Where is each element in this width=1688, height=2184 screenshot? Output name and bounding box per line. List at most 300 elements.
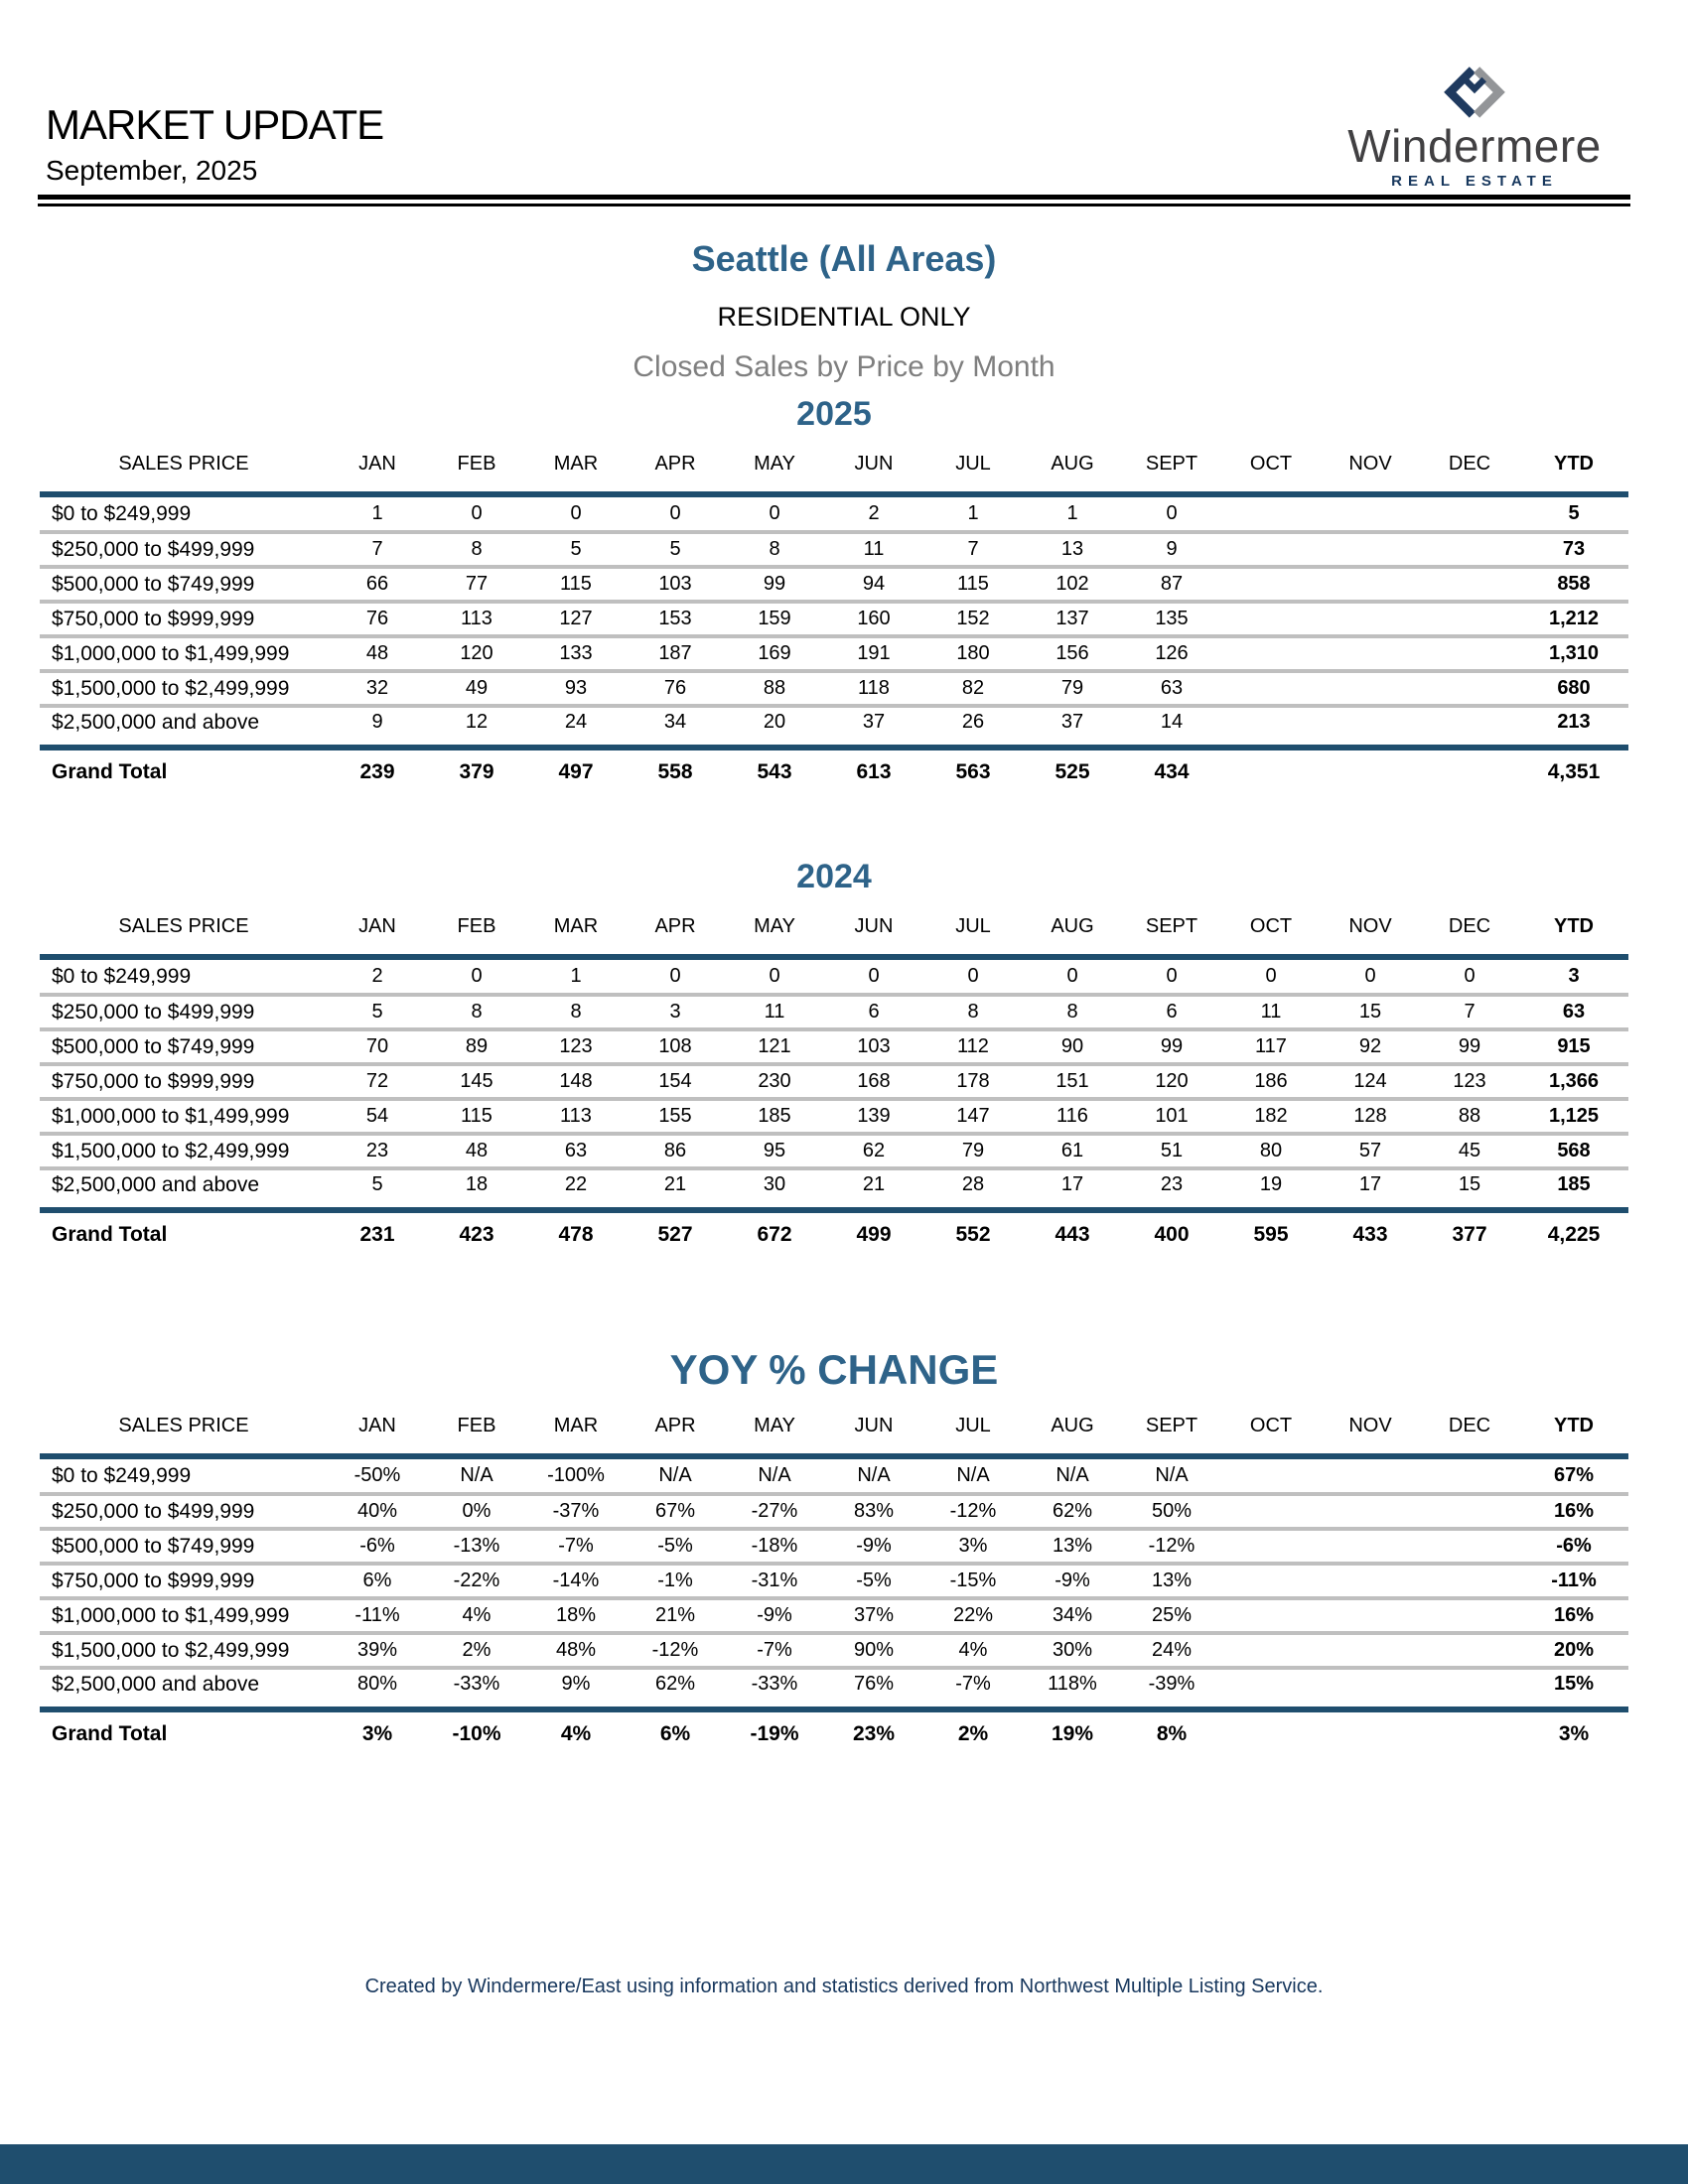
- column-header: YTD: [1519, 1410, 1628, 1449]
- sales-price-column-header: SALES PRICE: [40, 448, 328, 487]
- month-value: 115: [427, 1099, 526, 1134]
- price-range-label: $500,000 to $749,999: [40, 567, 328, 602]
- price-range-row: [40, 1529, 1628, 1564]
- month-value: 113: [427, 602, 526, 636]
- price-range-row: [40, 532, 1628, 567]
- month-value: [1321, 751, 1420, 794]
- ytd-value: 4,225: [1547, 1223, 1601, 1246]
- month-value: 123: [1420, 1064, 1519, 1099]
- brand-tagline: REAL ESTATE: [1391, 173, 1558, 190]
- price-range-label: $250,000 to $499,999: [40, 1494, 328, 1529]
- month-value: [1420, 1598, 1519, 1633]
- month-value: 168: [824, 1064, 923, 1099]
- month-value: 48: [328, 636, 427, 671]
- month-value: N/A: [427, 1459, 526, 1494]
- month-value: 128: [1321, 1099, 1420, 1134]
- month-value: 113: [526, 1099, 626, 1134]
- month-value: 6%: [328, 1564, 427, 1598]
- page-title: MARKET UPDATE: [46, 101, 384, 148]
- price-range-row: [40, 1598, 1628, 1633]
- price-range-label: $250,000 to $499,999: [40, 532, 328, 567]
- month-value: 185: [725, 1099, 824, 1134]
- month-value: 0: [1221, 960, 1321, 995]
- sales-price-column-header: SALES PRICE: [40, 1410, 328, 1449]
- price-range-row: [40, 995, 1628, 1029]
- month-value: -12%: [626, 1633, 725, 1668]
- month-value: -39%: [1148, 1673, 1196, 1696]
- month-value: 90: [1023, 1029, 1122, 1064]
- month-value: 120: [427, 636, 526, 671]
- month-value: 5: [526, 532, 626, 567]
- divider-bar-fill: [40, 487, 1628, 497]
- month-value: N/A: [1023, 1459, 1122, 1494]
- month-value: 8: [725, 532, 824, 567]
- month-value: 231: [359, 1223, 395, 1246]
- sales-table-section-2024: [40, 858, 1628, 1257]
- month-value: 672: [757, 1223, 792, 1246]
- column-header: MAY: [725, 910, 824, 950]
- ytd-value: -6%: [1519, 1529, 1628, 1564]
- column-header: JUN: [824, 1410, 923, 1449]
- month-value: [1420, 706, 1519, 741]
- ytd-value: 1,212: [1519, 602, 1628, 636]
- month-value: 152: [923, 602, 1023, 636]
- divider-bar-fill: [40, 1203, 1628, 1213]
- month-value: 34: [663, 711, 687, 734]
- month-value: -5%: [824, 1564, 923, 1598]
- month-value: 92: [1321, 1029, 1420, 1064]
- month-value: [1321, 1712, 1420, 1756]
- month-value: 0: [1122, 960, 1221, 995]
- month-value: 93: [526, 671, 626, 706]
- month-value: [1420, 497, 1519, 532]
- month-value: 139: [824, 1099, 923, 1134]
- ytd-value: 16%: [1519, 1598, 1628, 1633]
- column-header: APR: [626, 910, 725, 950]
- month-value: -100%: [526, 1459, 626, 1494]
- price-range-label: $1,000,000 to $1,499,999: [40, 1598, 328, 1633]
- month-value: 7: [328, 532, 427, 567]
- price-range-row: [40, 1168, 1628, 1203]
- month-value: 0: [923, 960, 1023, 995]
- price-range-row: [40, 1633, 1628, 1668]
- month-value: [1420, 671, 1519, 706]
- month-value: 5: [371, 1173, 383, 1196]
- month-value: 17: [1060, 1173, 1084, 1196]
- month-value: 37%: [824, 1598, 923, 1633]
- ytd-value: -11%: [1519, 1564, 1628, 1598]
- month-value: [1221, 497, 1321, 532]
- month-value: 18: [465, 1173, 489, 1196]
- divider-bar: [40, 487, 1628, 497]
- ytd-value: 63: [1519, 995, 1628, 1029]
- price-range-label: $0 to $249,999: [40, 1459, 328, 1494]
- month-value: 5: [328, 995, 427, 1029]
- month-value: N/A: [923, 1459, 1023, 1494]
- month-value: 8: [526, 995, 626, 1029]
- month-value: 434: [1154, 760, 1190, 783]
- column-header: MAY: [725, 1410, 824, 1449]
- column-header: MAR: [526, 1410, 626, 1449]
- masthead: [46, 101, 383, 187]
- month-value: -10%: [452, 1722, 501, 1745]
- report-date: September, 2025: [46, 155, 258, 186]
- month-value: [1221, 636, 1321, 671]
- month-value: [1321, 1529, 1420, 1564]
- month-value: 8%: [1156, 1722, 1188, 1745]
- month-value: [1221, 567, 1321, 602]
- month-value: 116: [1023, 1099, 1122, 1134]
- month-value: 525: [1055, 760, 1090, 783]
- month-value: 156: [1023, 636, 1122, 671]
- month-value: 63: [526, 1134, 626, 1168]
- month-value: 51: [1122, 1134, 1221, 1168]
- price-range-label: $1,500,000 to $2,499,999: [40, 671, 328, 706]
- month-value: -9%: [1023, 1564, 1122, 1598]
- month-value: 28: [961, 1173, 985, 1196]
- month-value: [1221, 1598, 1321, 1633]
- month-value: 145: [427, 1064, 526, 1099]
- windermere-logo-mark-icon: [1321, 66, 1628, 123]
- ytd-value: 1,310: [1519, 636, 1628, 671]
- column-header: NOV: [1321, 1410, 1420, 1449]
- month-value: 118: [824, 671, 923, 706]
- month-value: 3%: [361, 1722, 393, 1745]
- month-value: 76%: [853, 1673, 895, 1696]
- month-value: [1221, 602, 1321, 636]
- divider-bar-fill: [40, 1703, 1628, 1712]
- month-value: [1321, 1668, 1420, 1703]
- table-title: 2025: [796, 395, 872, 433]
- month-value: 89: [427, 1029, 526, 1064]
- month-value: [1221, 706, 1321, 741]
- ytd-value: 915: [1519, 1029, 1628, 1064]
- month-value: 80: [1221, 1134, 1321, 1168]
- grand-total-label: Grand Total: [52, 760, 168, 783]
- column-header: FEB: [427, 1410, 526, 1449]
- price-range-row: [40, 1494, 1628, 1529]
- month-value: 127: [526, 602, 626, 636]
- price-range-label: $250,000 to $499,999: [40, 995, 328, 1029]
- month-value: 13: [1023, 532, 1122, 567]
- month-value: -31%: [725, 1564, 824, 1598]
- month-value: 558: [657, 760, 693, 783]
- grand-total-row: [40, 1712, 1628, 1756]
- closed-sales-table-2025: [40, 448, 1628, 794]
- month-value: 57: [1321, 1134, 1420, 1168]
- table-title: 2024: [796, 858, 872, 895]
- month-value: 9: [371, 711, 383, 734]
- month-value: 14: [1160, 711, 1184, 734]
- month-value: 101: [1122, 1099, 1221, 1134]
- month-value: 478: [558, 1223, 594, 1246]
- divider-bar: [40, 1449, 1628, 1459]
- price-range-label: $0 to $249,999: [40, 960, 328, 995]
- month-value: 62%: [1023, 1494, 1122, 1529]
- month-value: 26: [961, 711, 985, 734]
- month-value: 135: [1122, 602, 1221, 636]
- month-value: 19: [1259, 1173, 1283, 1196]
- month-value: 0: [427, 497, 526, 532]
- column-header: OCT: [1221, 448, 1321, 487]
- month-value: 21%: [626, 1598, 725, 1633]
- month-value: 102: [1023, 567, 1122, 602]
- month-value: [1221, 532, 1321, 567]
- ytd-value: 15%: [1553, 1673, 1595, 1696]
- month-value: 155: [626, 1099, 725, 1134]
- month-value: 7: [923, 532, 1023, 567]
- month-value: [1420, 1459, 1519, 1494]
- month-value: 11: [824, 532, 923, 567]
- column-header: YTD: [1519, 448, 1628, 487]
- month-value: 153: [626, 602, 725, 636]
- month-value: 34%: [1023, 1598, 1122, 1633]
- column-header: AUG: [1023, 910, 1122, 950]
- month-value: 62%: [654, 1673, 696, 1696]
- divider-bar-fill: [40, 950, 1628, 960]
- month-value: 76: [626, 671, 725, 706]
- month-value: 88: [725, 671, 824, 706]
- month-value: 126: [1122, 636, 1221, 671]
- column-header: JAN: [328, 448, 427, 487]
- month-value: 95: [725, 1134, 824, 1168]
- month-value: 39%: [328, 1633, 427, 1668]
- month-value: 433: [1352, 1223, 1388, 1246]
- column-header: NOV: [1321, 910, 1420, 950]
- ytd-value: 568: [1519, 1134, 1628, 1168]
- month-value: 5: [626, 532, 725, 567]
- ytd-value: 680: [1519, 671, 1628, 706]
- month-value: 108: [626, 1029, 725, 1064]
- price-range-row: [40, 1064, 1628, 1099]
- column-header: JAN: [328, 910, 427, 950]
- price-range-label: $750,000 to $999,999: [40, 1564, 328, 1598]
- column-header: SEPT: [1122, 1410, 1221, 1449]
- month-value: -50%: [328, 1459, 427, 1494]
- month-value: 3%: [923, 1529, 1023, 1564]
- month-value: -18%: [725, 1529, 824, 1564]
- column-header: NOV: [1321, 448, 1420, 487]
- month-value: 48: [427, 1134, 526, 1168]
- column-header: FEB: [427, 910, 526, 950]
- month-value: -22%: [427, 1564, 526, 1598]
- header-divider: [38, 195, 1630, 206]
- month-value: -12%: [923, 1494, 1023, 1529]
- month-value: 62: [824, 1134, 923, 1168]
- month-value: 154: [626, 1064, 725, 1099]
- price-range-label: $750,000 to $999,999: [40, 1064, 328, 1099]
- month-value: 187: [626, 636, 725, 671]
- month-value: 49: [427, 671, 526, 706]
- column-header: JUL: [923, 1410, 1023, 1449]
- month-value: 23: [1160, 1173, 1184, 1196]
- month-value: 8: [923, 995, 1023, 1029]
- column-header: APR: [626, 448, 725, 487]
- column-header: JAN: [328, 1410, 427, 1449]
- month-value: 54: [328, 1099, 427, 1134]
- month-value: -1%: [626, 1564, 725, 1598]
- month-value: 21: [862, 1173, 886, 1196]
- price-range-row: [40, 1459, 1628, 1494]
- month-value: 1: [923, 497, 1023, 532]
- footer-attribution: Created by Windermere/East using information and statistics derived from Northwest Multiple Listing Service.: [364, 1976, 1324, 1997]
- month-value: -15%: [923, 1564, 1023, 1598]
- divider-bar: [40, 950, 1628, 960]
- month-value: [1420, 1668, 1519, 1703]
- column-header: JUN: [824, 910, 923, 950]
- month-value: [1221, 1564, 1321, 1598]
- month-value: 159: [725, 602, 824, 636]
- month-value: 99: [1420, 1029, 1519, 1064]
- column-header: OCT: [1221, 910, 1321, 950]
- column-header: APR: [626, 1410, 725, 1449]
- month-value: [1420, 602, 1519, 636]
- price-range-label: $500,000 to $749,999: [40, 1029, 328, 1064]
- month-value: 86: [626, 1134, 725, 1168]
- month-value: 76: [328, 602, 427, 636]
- month-value: [1221, 1494, 1321, 1529]
- month-value: 24%: [1122, 1633, 1221, 1668]
- windermere-logo: [1321, 66, 1628, 190]
- month-value: 6%: [659, 1722, 691, 1745]
- property-type-label: RESIDENTIAL ONLY: [717, 302, 971, 332]
- column-header: FEB: [427, 448, 526, 487]
- month-value: 88: [1420, 1099, 1519, 1134]
- month-value: [1321, 1564, 1420, 1598]
- month-value: 0: [427, 960, 526, 995]
- month-value: 613: [856, 760, 892, 783]
- closed-sales-table-2024: [40, 910, 1628, 1257]
- document-titles: [0, 238, 1688, 384]
- month-value: 79: [1023, 671, 1122, 706]
- month-value: 4%: [427, 1598, 526, 1633]
- report-name: Closed Sales by Price by Month: [633, 350, 1055, 383]
- month-value: 230: [725, 1064, 824, 1099]
- month-value: 99: [1122, 1029, 1221, 1064]
- month-value: 0: [1023, 960, 1122, 995]
- month-value: 0: [824, 960, 923, 995]
- month-value: 552: [955, 1223, 991, 1246]
- month-value: 79: [923, 1134, 1023, 1168]
- month-value: 112: [923, 1029, 1023, 1064]
- month-value: 63: [1122, 671, 1221, 706]
- month-value: 0: [626, 960, 725, 995]
- month-value: 120: [1122, 1064, 1221, 1099]
- month-value: 18%: [526, 1598, 626, 1633]
- month-value: 77: [427, 567, 526, 602]
- month-value: 22%: [923, 1598, 1023, 1633]
- month-value: 0%: [427, 1494, 526, 1529]
- yoy-change-section: [40, 1346, 1628, 1756]
- month-value: 151: [1023, 1064, 1122, 1099]
- ytd-value: 67%: [1519, 1459, 1628, 1494]
- price-range-label: $500,000 to $749,999: [40, 1529, 328, 1564]
- month-value: 117: [1221, 1029, 1321, 1064]
- month-value: 1: [526, 960, 626, 995]
- grand-total-label: Grand Total: [52, 1722, 168, 1745]
- price-range-row: [40, 1668, 1628, 1703]
- month-value: N/A: [1122, 1459, 1221, 1494]
- month-value: 3: [626, 995, 725, 1029]
- month-value: 2: [824, 497, 923, 532]
- month-value: [1221, 1459, 1321, 1494]
- month-value: [1321, 1494, 1420, 1529]
- month-value: 80%: [356, 1673, 398, 1696]
- price-range-label: $1,000,000 to $1,499,999: [40, 636, 328, 671]
- ytd-value: 1,125: [1519, 1099, 1628, 1134]
- ytd-value: 16%: [1519, 1494, 1628, 1529]
- sales-price-column-header: SALES PRICE: [40, 910, 328, 950]
- month-value: 20: [763, 711, 786, 734]
- month-value: 379: [459, 760, 494, 783]
- month-value: 9%: [561, 1673, 591, 1696]
- month-value: 103: [626, 567, 725, 602]
- column-header: AUG: [1023, 1410, 1122, 1449]
- month-value: 4%: [923, 1633, 1023, 1668]
- column-header: SEPT: [1122, 910, 1221, 950]
- month-value: 160: [824, 602, 923, 636]
- month-value: 423: [459, 1223, 494, 1246]
- month-value: 0: [1420, 960, 1519, 995]
- yoy-percent-change-table: [40, 1410, 1628, 1756]
- month-value: 99: [725, 567, 824, 602]
- month-value: [1321, 706, 1420, 741]
- month-value: 169: [725, 636, 824, 671]
- month-value: 22: [564, 1173, 588, 1196]
- month-value: 90%: [824, 1633, 923, 1668]
- month-value: [1420, 1712, 1519, 1756]
- month-value: 595: [1253, 1223, 1289, 1246]
- month-value: 6: [824, 995, 923, 1029]
- month-value: 50%: [1122, 1494, 1221, 1529]
- month-value: 2%: [957, 1722, 989, 1745]
- month-value: 443: [1055, 1223, 1090, 1246]
- month-value: 239: [359, 760, 395, 783]
- month-value: -5%: [626, 1529, 725, 1564]
- month-value: 499: [856, 1223, 892, 1246]
- month-value: 2%: [427, 1633, 526, 1668]
- month-value: 180: [923, 636, 1023, 671]
- month-value: 191: [824, 636, 923, 671]
- column-header: AUG: [1023, 448, 1122, 487]
- month-value: 0: [1122, 497, 1221, 532]
- month-value: 11: [725, 995, 824, 1029]
- price-range-label: $2,500,000 and above: [52, 1172, 260, 1196]
- ytd-value: 20%: [1519, 1633, 1628, 1668]
- grand-total-row: [40, 1213, 1628, 1257]
- month-value: 94: [824, 567, 923, 602]
- month-value: 115: [526, 567, 626, 602]
- month-value: 45: [1420, 1134, 1519, 1168]
- month-value: 0: [725, 960, 824, 995]
- month-value: 87: [1122, 567, 1221, 602]
- column-header: JUL: [923, 910, 1023, 950]
- month-value: 40%: [328, 1494, 427, 1529]
- month-value: -7%: [526, 1529, 626, 1564]
- ytd-value: 5: [1519, 497, 1628, 532]
- month-value: [1420, 1494, 1519, 1529]
- ytd-value: 3%: [1558, 1722, 1590, 1745]
- month-value: 182: [1221, 1099, 1321, 1134]
- month-value: [1420, 636, 1519, 671]
- month-value: 0: [1321, 960, 1420, 995]
- price-range-label: $2,500,000 and above: [52, 710, 260, 734]
- month-value: 21: [663, 1173, 687, 1196]
- month-value: 118%: [1048, 1673, 1097, 1696]
- month-value: -7%: [725, 1633, 824, 1668]
- column-header: MAR: [526, 448, 626, 487]
- month-value: 147: [923, 1099, 1023, 1134]
